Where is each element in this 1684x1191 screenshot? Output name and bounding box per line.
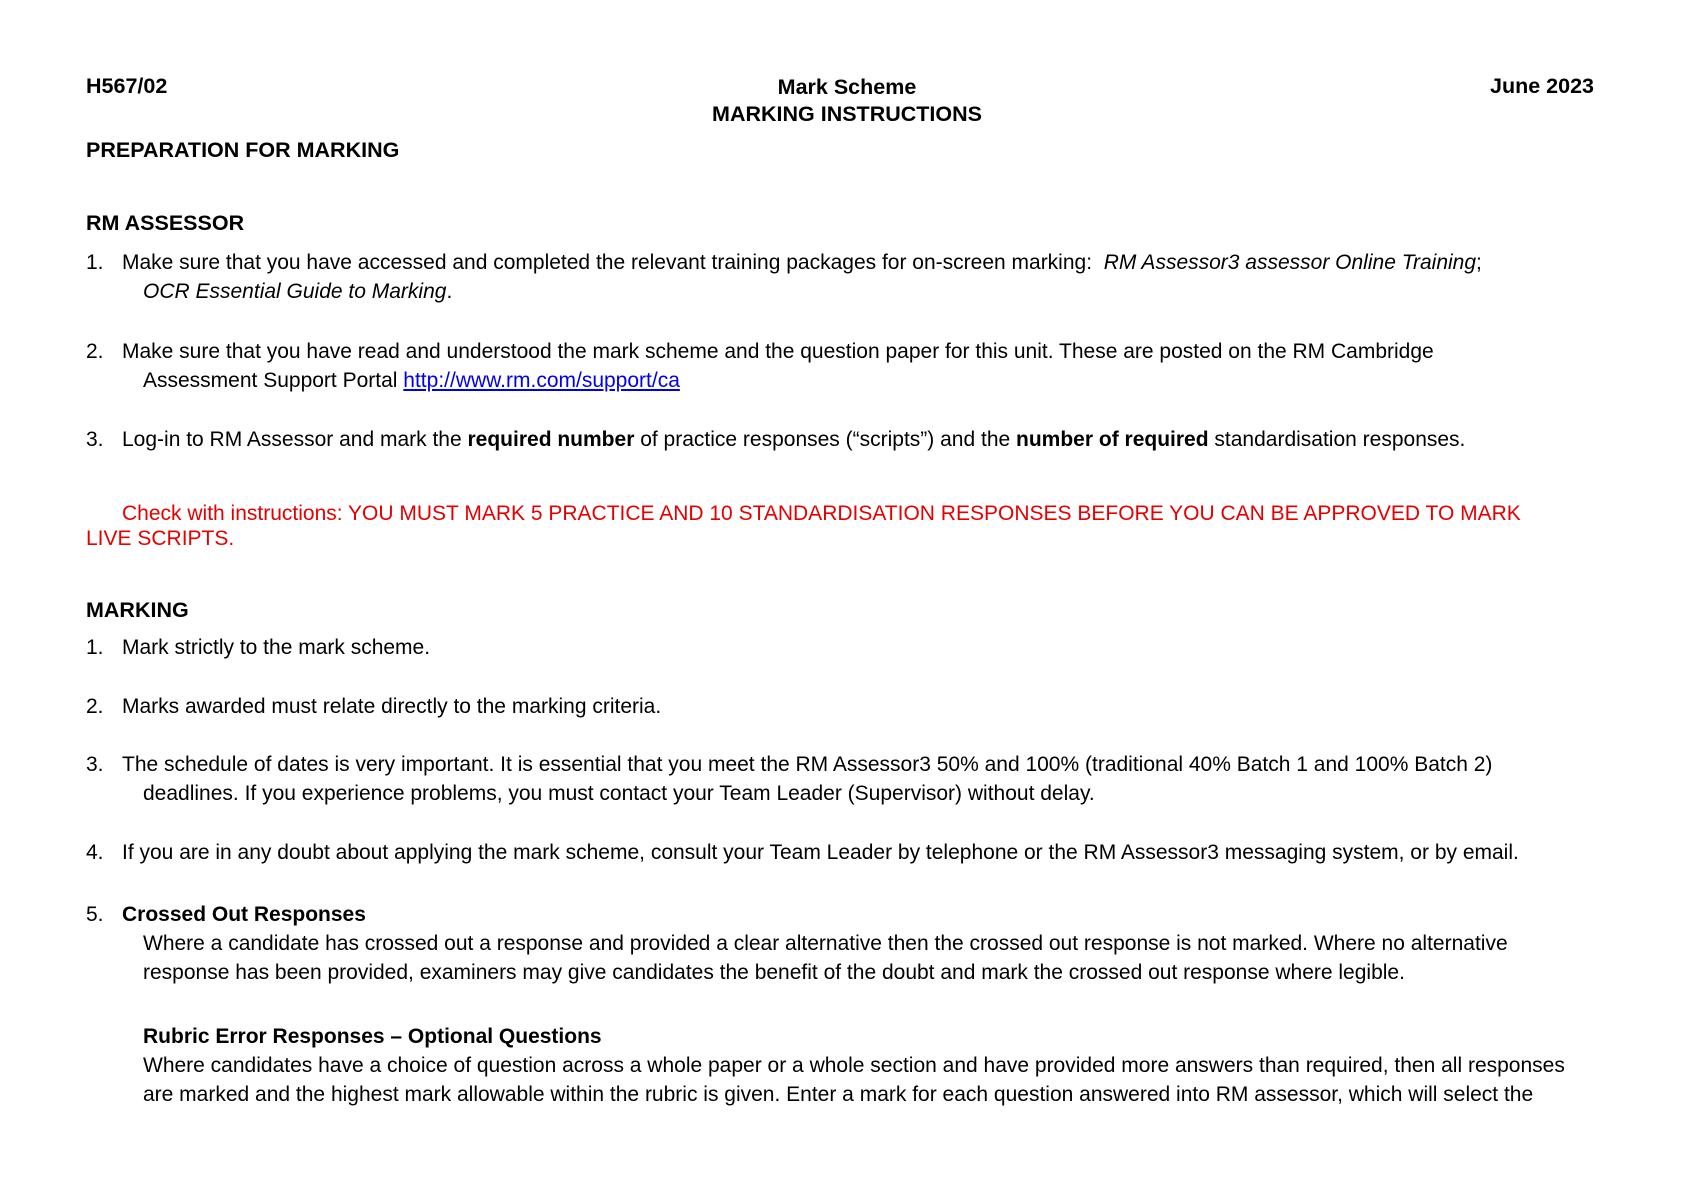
marking-item-1-number: 1. (86, 636, 104, 659)
rm-assessor-heading: RM ASSESSOR (86, 211, 245, 235)
crossed-out-heading: Crossed Out Responses (122, 903, 366, 926)
prep-item-3 (86, 428, 1465, 452)
marking-item-3-line2: deadlines. If you experience problems, you must contact your Team Leader (Supervisor) without delay. (143, 782, 1095, 805)
prep-item-3-number: 3. (86, 428, 104, 451)
marking-item-4-text: If you are in any doubt about applying the mark scheme, consult your Team Leader by telephone or the RM Assessor3 messaging system, or by email. (122, 841, 1519, 864)
prep-item-1-punct-2: . (446, 280, 453, 303)
marking-item-3-number: 3. (86, 753, 104, 776)
prep-item-1-number: 1. (86, 251, 104, 274)
support-portal-link[interactable]: http://www.rm.com/support/ca (403, 369, 680, 392)
marking-item-1-text: Mark strictly to the mark scheme. (122, 636, 431, 659)
prep-item-3-text-b: of practice responses (“scripts”) and the (634, 428, 1017, 451)
warning-line-1: Check with instructions: YOU MUST MARK 5 PRACTICE AND 10 STANDARDISATION RESPONSES BEFORE YOU CAN BE APPROVED TO MARK (122, 502, 1521, 525)
warning-line-2: LIVE SCRIPTS. (86, 527, 235, 550)
prep-item-2-text-2: Assessment Support Portal (143, 369, 404, 392)
prep-item-1-italic-2: OCR Essential Guide to Marking (143, 280, 447, 303)
prep-item-2-line1 (86, 340, 1434, 364)
crossed-out-line-1: Where a candidate has crossed out a response and provided a clear alternative then the crossed out response is not marked. Where no alternative (143, 932, 1508, 955)
crossed-out-line-2: response has been provided, examiners may give candidates the benefit of the doubt and mark the crossed out response where legible. (143, 961, 1405, 984)
prep-item-1-line2 (143, 280, 452, 304)
prep-item-3-bold-2: number of required (1016, 428, 1209, 451)
marking-item-3-line1 (86, 753, 1492, 777)
marking-item-2 (86, 695, 661, 719)
paper-code: H567/02 (86, 74, 168, 98)
marking-item-1 (86, 636, 430, 660)
rubric-error-heading: Rubric Error Responses – Optional Questions (143, 1025, 602, 1048)
prep-item-1-punct: ; (1476, 251, 1482, 274)
header-subtitle: MARKING INSTRUCTIONS (712, 102, 982, 126)
rubric-line-1: Where candidates have a choice of question across a whole paper or a whole section and have provided more answers than required, then all responses (143, 1054, 1565, 1077)
marking-item-4 (86, 841, 1519, 865)
prep-item-2-line2 (143, 369, 680, 393)
prep-item-3-text-c: standardisation responses. (1208, 428, 1466, 451)
prep-item-3-bold-1: required number (467, 428, 635, 451)
page-header-title (0, 74, 1684, 128)
marking-heading: MARKING (86, 598, 189, 622)
prep-item-1-line1 (86, 251, 1482, 275)
marking-item-3-text: The schedule of dates is very important. It is essential that you meet the RM Assessor3 50% and 100% (traditional 40% Batch 1 and 100% Batch 2) (122, 753, 1493, 776)
exam-date: June 2023 (1490, 74, 1594, 98)
marking-item-4-number: 4. (86, 841, 104, 864)
header-title: Mark Scheme (777, 75, 917, 99)
marking-item-5-title-line (86, 903, 366, 927)
prep-item-3-text-a: Log-in to RM Assessor and mark the (122, 428, 468, 451)
prep-item-2-text: Make sure that you have read and understood the mark scheme and the question paper for this unit. These are posted on the RM Cambridge (122, 340, 1434, 363)
prep-item-2-number: 2. (86, 340, 104, 363)
prep-item-1-italic: RM Assessor3 assessor Online Training (1103, 251, 1477, 274)
prep-item-1-text: Make sure that you have accessed and completed the relevant training packages for on-screen marking: (122, 251, 1104, 274)
marking-item-2-text: Marks awarded must relate directly to the marking criteria. (122, 695, 662, 718)
marking-item-2-number: 2. (86, 695, 104, 718)
marking-item-5-number: 5. (86, 903, 104, 926)
preparation-heading: PREPARATION FOR MARKING (86, 138, 400, 162)
rubric-line-2: are marked and the highest mark allowable within the rubric is given. Enter a mark for each question answered into RM assessor, which will select the (143, 1083, 1534, 1106)
